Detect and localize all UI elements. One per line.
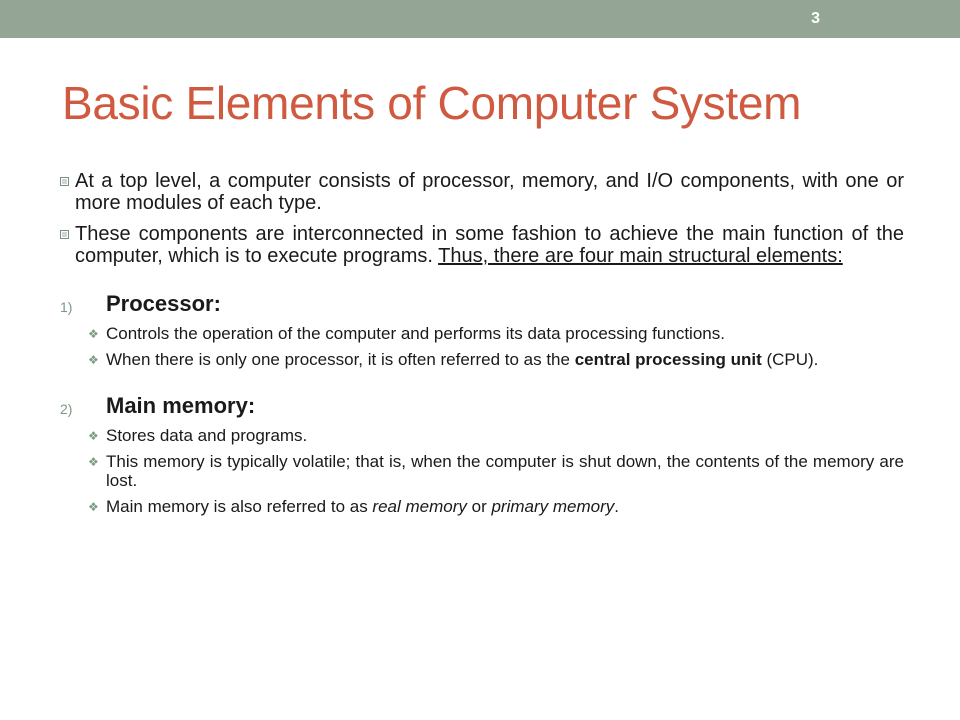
processor-bullet-2	[88, 350, 904, 369]
slide-title: Basic Elements of Computer System	[62, 77, 802, 129]
intro-text-2-underlined: Thus, there are four main structural elements:	[438, 245, 843, 267]
intro-paragraph-1	[60, 170, 904, 214]
section-main-memory-header	[60, 393, 904, 423]
bullet-text-italic: primary memory	[491, 497, 615, 516]
bullet-text-italic: real memory	[372, 497, 467, 516]
slide-content	[60, 170, 904, 523]
section-heading: Processor:	[106, 291, 221, 316]
bullet-text-end: (CPU).	[761, 350, 819, 369]
bullet-text-end: .	[614, 497, 619, 516]
memory-bullet-1	[88, 426, 904, 445]
intro-text-2: These components are interconnected in some fashion to achieve the main function of the computer, which is to execute programs.	[75, 223, 904, 267]
bullet-text: Controls the operation of the computer and performs its data processing functions.	[106, 324, 725, 343]
bullet-text-mid: or	[466, 497, 492, 516]
diamond-bullet-icon: ❖	[88, 353, 99, 367]
bullet-text: When there is only one processor, it is often referred to as the	[106, 350, 575, 369]
memory-bullet-3	[88, 497, 904, 516]
diamond-bullet-icon: ❖	[88, 500, 99, 514]
square-bullet-icon	[60, 177, 69, 186]
section-heading: Main memory:	[106, 393, 256, 418]
memory-bullet-2	[88, 452, 904, 490]
bullet-text-bold: central processing unit	[574, 350, 762, 369]
top-bar	[0, 0, 960, 38]
intro-text-1: At a top level, a computer consists of processor, memory, and I/O components, with one or more modules of each type.	[75, 170, 904, 214]
diamond-bullet-icon: ❖	[88, 327, 99, 341]
section-number: 1)	[60, 299, 73, 315]
bullet-text: Main memory is also referred to as	[106, 497, 373, 516]
diamond-bullet-icon: ❖	[88, 455, 99, 469]
processor-bullet-1	[88, 324, 904, 343]
slide-number: 3	[811, 10, 820, 27]
diamond-bullet-icon: ❖	[88, 429, 99, 443]
section-number: 2)	[60, 401, 73, 417]
section-processor-header	[60, 291, 904, 321]
bullet-text: Stores data and programs.	[106, 426, 308, 445]
square-bullet-icon	[60, 230, 69, 239]
bullet-text: This memory is typically volatile; that is, when the computer is shut down, the contents of the memory are lost.	[106, 452, 904, 490]
intro-paragraph-2	[60, 223, 904, 267]
